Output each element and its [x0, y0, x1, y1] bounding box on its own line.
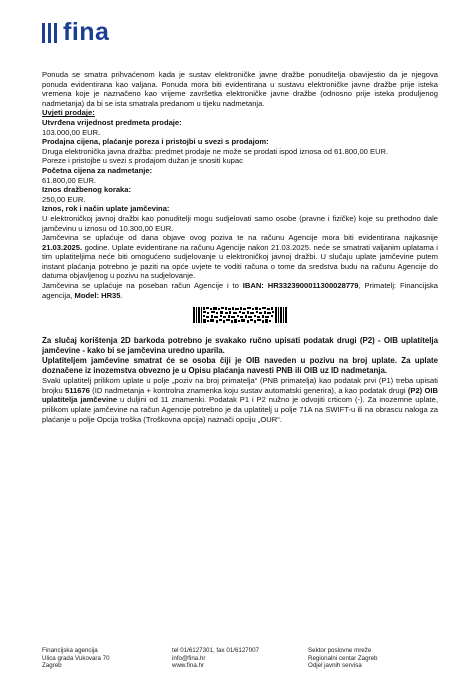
account-paragraph: Jamčevina se uplaćuje na poseban račun Agencije i to IBAN: HR3323900011300028779, Primatelj: Financijska agencija, Model: HR35.: [42, 281, 438, 300]
iban: IBAN: HR3323900011300028779: [242, 281, 359, 291]
fina-logo: [42, 20, 109, 45]
barcode-2d: [42, 304, 438, 326]
step-text: 250,00 EUR.: [42, 194, 86, 204]
barcode-note: Za slučaj korištenja 2D barkoda potrebno je svakako ručno upisati podatak drugi (P2) - OIB uplatitelja jamčevine - kako bi se jamčevina uredno uparila.: [42, 336, 438, 356]
document-body: [42, 70, 438, 424]
footer-website-link[interactable]: www.fina.hr: [172, 662, 204, 670]
deadline-date: 21.03.2025.: [42, 242, 83, 252]
barcode-icon: [193, 307, 287, 323]
intro-paragraph: Ponuda se smatra prihvaćenom kada je sustav elektroničke javne dražbe ponuditelja obavijestio da je njegova ponuda evidentirana kao valjana. Ponuda mora biti evidentirana u sustavu elektroničke javne dražbe prije isteka vremena koje je naznačeno kao vrijeme završetka elektroničke javne dražbe (odnosno prije isteka produljenog nadmetanja) da bi se ista smatrala predanom u tijeku nadmetanja.: [42, 70, 438, 108]
start-price-label: Početna cijena za nadmetanje:: [42, 165, 153, 175]
logo-text: fina: [63, 18, 110, 46]
guarantee-label: Iznos, rok i način uplate jamčevina:: [42, 204, 170, 214]
footer-department: Sektor poslovne mreže Regionalni centar Zagreb Odjel javnih servisa: [308, 647, 378, 670]
auction-reference: 511676: [64, 385, 90, 395]
sale-line2: Poreze i pristojbe u svezi s prodajom dužan je snositi kupac: [42, 156, 243, 166]
value-label: Utvrđena vrijednost predmeta prodaje:: [42, 117, 182, 127]
step-label: Iznos dražbenog koraka:: [42, 185, 132, 195]
logo-bars-icon: [42, 23, 57, 43]
footer-email-link[interactable]: info@fina.hr: [172, 654, 206, 662]
value-text: 103.000,00 EUR.: [42, 127, 101, 137]
footer-address: Financijska agencija Ulica grada Vukovara 70 Zagreb: [42, 647, 110, 670]
conditions-title: Uvjeti prodaje:: [42, 108, 95, 118]
start-price-text: 61.800,00 EUR.: [42, 175, 97, 185]
sale-line1: Druga elektronička javna dražba: predmet prodaje ne može se prodati ispod iznosa od 61.800,00 EUR.: [42, 146, 389, 156]
instructions-paragraph: Svaki uplatitelj prilikom uplate u polje „poziv na broj primatelja“ (PNB primatelja) kao podatak prvi (P1) treba upisati brojku 511676 (ID nadmetanja + kontrolna znamenka koju sustav automatski generira), a kao podatak drugi (P2) OIB uplatitelja jamčevine u duljini od 11 znamenki. Podatak P1 i P2 nužno je odvojiti crticom (-). Za inozemne uplate, prilikom uplate jamčevine na račun Agencije potrebno je da uplatitelj u polje 71A na SWIFT-u ili na obrascu naloga za plaćanje u polje Opcija troška (Troškovna opcija) naznači opciju „OUR“.: [42, 376, 438, 424]
payer-note: Uplatiteljem jamčevine smatrat će se osoba čiji je OIB naveden u pozivu na broj uplate. Za uplate doznačene iz inozemstva obvezno je u Opisu plaćanja navesti PNB ili OIB uz ID nadmetanja.: [42, 356, 438, 376]
guarantee-text: U elektroničkoj javnoj dražbi kao ponuditelji mogu sudjelovati samo osobe (pravne i fizičke) koje su prethodno dale jamčevinu u iznosu od 10.300,00 EUR.: [42, 213, 438, 233]
footer-contact: [172, 647, 308, 670]
footer: [42, 647, 442, 670]
sale-label: Prodajna cijena, plaćanje poreza i pristojbi u svezi s prodajom:: [42, 137, 269, 147]
payment-paragraph: Jamčevina se uplaćuje od dana objave ovog poziva te na računu Agencije mora biti evidentirana najkasnije 21.03.2025. godine. Uplate evidentirane na računu Agencije nakon 21.03.2025. neće se smatrati valjanim uplatama i tim uplatiteljima neće biti omogućeno sudjelovanje u elektroničkoj javnoj dražbi. U slučaju uplate jamčevine putem instant plaćanja potrebno je paziti na opće uvjete te voditi računa o tome da sredstva budu na računu Agencije do datuma objavljenog u pozivu na sudjelovanje.: [42, 233, 438, 281]
p2-oib-label: (P2) OIB uplatitelja jamčevine: [42, 385, 438, 405]
model: Model: HR35: [74, 290, 121, 300]
footer-phone: tel 01/6127301, fax 01/6127007: [172, 647, 260, 654]
